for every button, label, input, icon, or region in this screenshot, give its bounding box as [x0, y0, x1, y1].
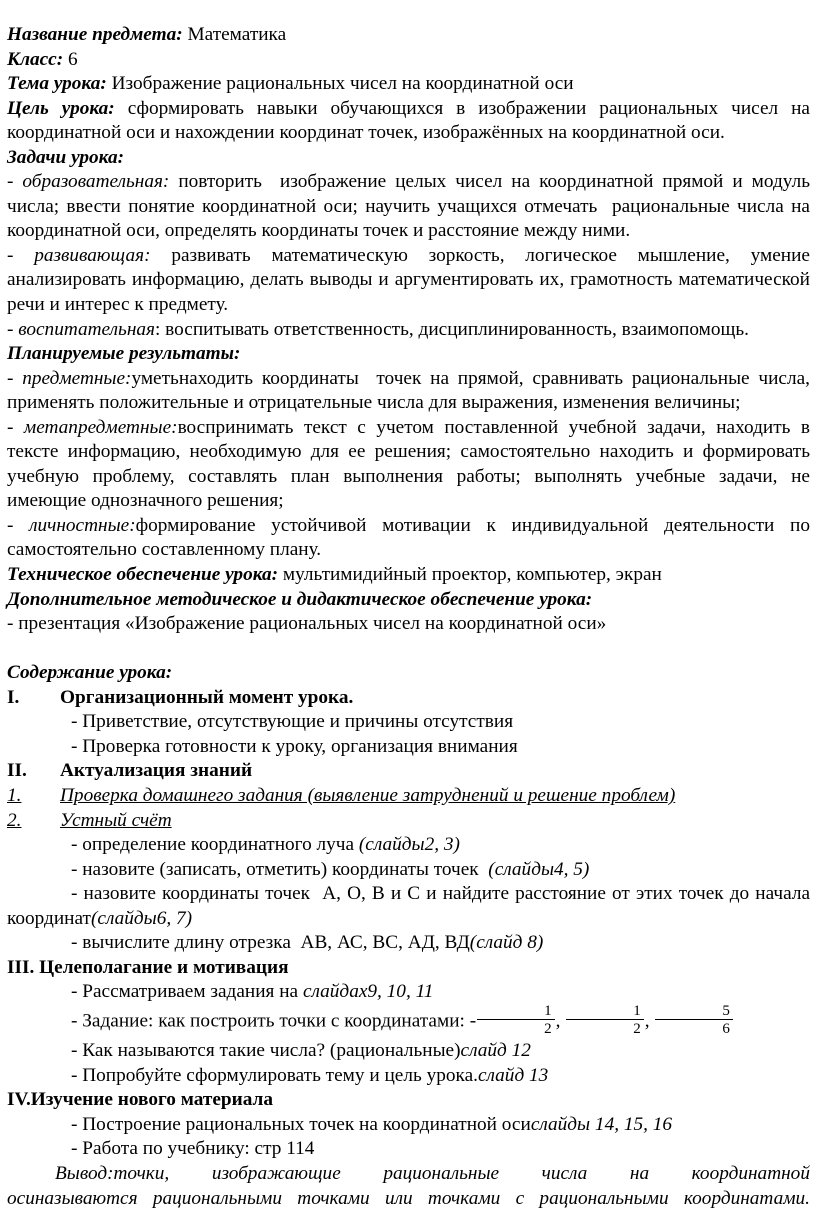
text-segment: (слайд 8): [469, 932, 544, 954]
text-segment: 6: [67, 48, 78, 70]
paragraph: [7, 244, 810, 318]
paragraph: [7, 1113, 810, 1138]
blank-line: [7, 637, 810, 662]
text-segment: Изображение рациональных чисел на координатной оси: [111, 73, 574, 95]
text-segment: - Рассматриваем задания на: [71, 981, 303, 1003]
text-segment: Цель урока:: [7, 97, 128, 119]
fraction-denominator: 6: [722, 1021, 730, 1038]
text-segment: - метапредметные:: [7, 416, 178, 438]
text-segment: осиназываются рациональными точками или точками с рациональными координатами.: [7, 1187, 810, 1209]
paragraph: [7, 1039, 810, 1064]
text-segment: Организационный момент урока.: [60, 686, 354, 708]
text-segment: Вывод:точки,: [55, 1162, 170, 1184]
text-segment: - Задание: как построить точки с координатами:: [71, 1010, 470, 1032]
text-segment: - образовательная:: [7, 171, 179, 193]
text-segment: (слайды2, 3): [358, 834, 460, 856]
text-segment: Техническое обеспечение урока:: [7, 564, 283, 586]
text-segment: III. Целеполагание и мотивация: [7, 956, 289, 978]
text-segment: - личностные:: [7, 514, 136, 536]
fraction: [655, 1003, 733, 1037]
paragraph: [7, 514, 810, 563]
paragraph: [7, 612, 810, 637]
list-item: [7, 759, 810, 784]
text-segment: рациональные: [383, 1162, 500, 1184]
paragraph: [7, 23, 810, 48]
text-segment: IV.Изучение нового материала: [7, 1089, 273, 1111]
paragraph: [7, 342, 810, 367]
text-segment: Устный счёт: [60, 809, 172, 831]
text-segment: ,: [555, 1010, 566, 1032]
text-segment: Актуализация знаний: [60, 760, 253, 782]
paragraph: [7, 882, 810, 931]
text-segment: воспринимать текст с учетом поставленной учебной задачи, находить в тексте информацию, необходимую для ее решения; самостоятельно находить и формировать учебную проблему, составлять план выполнения работы; выполнять учебные задачи, не имеющие однозначного решения;: [7, 416, 810, 512]
text-segment: координатной: [691, 1162, 810, 1184]
text-segment: изображающие: [211, 1162, 341, 1184]
text-segment: - развивающая:: [7, 244, 172, 266]
fraction-numerator: 1: [477, 1003, 555, 1020]
list-item: [7, 809, 810, 834]
text-segment: Дополнительное методическое и дидактическое обеспечение урока:: [7, 588, 593, 610]
paragraph: [7, 710, 810, 735]
text-segment: - назовите координаты точек А, О, В и С и найдите расстояние от этих точек до начала координат: [7, 883, 810, 929]
text-segment: Задачи урока:: [7, 146, 125, 168]
text-segment: - Попробуйте сформулировать тему и цель урока.: [71, 1064, 478, 1086]
paragraph: [7, 72, 810, 97]
text-segment: Тема урока:: [7, 73, 112, 95]
text-segment: сформировать навыки обучающихся в изображении рациональных чисел на координатной оси и нахождении координат точек, изображённых на координатной оси.: [7, 97, 810, 144]
list-number: 2.: [7, 809, 22, 831]
paragraph: [7, 97, 810, 146]
paragraph: [7, 1137, 810, 1162]
paragraph: [7, 1187, 810, 1212]
fraction-numerator: 1: [566, 1003, 644, 1020]
fraction: [566, 1003, 644, 1037]
text-segment: слайдах9, 10, 11: [302, 981, 434, 1003]
fraction: [477, 1003, 555, 1037]
text-segment: слайд 12: [460, 1040, 531, 1062]
paragraph: [7, 735, 810, 760]
paragraph: [7, 980, 810, 1005]
text-segment: - Приветствие, отсутствующие и причины отсутствия: [71, 711, 514, 733]
list-item-text: [60, 759, 810, 784]
list-item: [7, 784, 810, 809]
text-segment: Класс:: [7, 48, 68, 70]
text-segment: - вычислите длину отрезка АВ, АС, ВС, АД, ВД: [71, 932, 470, 954]
text-segment: - Как называются такие числа? (рациональные): [71, 1040, 461, 1062]
text-segment: развивать математическую зоркость, логическое мышление, умение анализировать информацию, делать выводы и аргументировать их, грамотность математической речи и интерес к предмету.: [7, 244, 810, 316]
text-segment: : воспитывать ответственность, дисциплинированность, взаимопомощь.: [155, 318, 749, 340]
paragraph: [7, 318, 810, 343]
paragraph: [7, 956, 810, 981]
text-segment: - воспитательная: [7, 318, 155, 340]
fraction-numerator: 5: [655, 1003, 733, 1020]
text-segment: ,: [644, 1010, 655, 1032]
list-item: [7, 686, 810, 711]
text-segment: (слайды4, 5): [488, 858, 590, 880]
text-segment: повторить изображение целых чисел на координатной прямой и модуль числа; ввести понятие координатной оси; научить учащихся отмечать рациональные числа на координатной оси, определять координаты точек и расстояние между ними.: [7, 171, 810, 242]
list-item-text: [60, 686, 810, 711]
document-body: [7, 23, 810, 1211]
text-segment: - Построение рациональных точек на координатной оси: [71, 1113, 531, 1135]
text-segment: Название предмета:: [7, 24, 188, 45]
text-segment: Проверка домашнего задания (выявление затруднений и решение проблем): [60, 784, 676, 806]
paragraph: [7, 416, 810, 514]
text-segment: -: [469, 1010, 477, 1032]
fraction-denominator: 2: [544, 1021, 552, 1038]
paragraph: [7, 833, 810, 858]
text-segment: Математика: [187, 24, 287, 45]
paragraph: [7, 1064, 810, 1089]
text-segment: слайды 14, 15, 16: [530, 1113, 673, 1135]
list-item-text: [60, 784, 810, 809]
text-segment: мультимидийный проектор, компьютер, экран: [282, 564, 662, 586]
paragraph: [7, 146, 810, 171]
text-segment: уметьнаходить координаты точек на прямой, сравнивать рациональные числа, применять положительные и отрицательные числа для выражения, изменения величины;: [7, 367, 810, 414]
paragraph: [7, 1002, 810, 1039]
text-segment: - предметные:: [7, 367, 132, 389]
paragraph: [7, 1162, 810, 1187]
text-segment: Содержание урока:: [7, 662, 173, 684]
paragraph: [7, 367, 810, 416]
text-segment: числа: [541, 1162, 588, 1184]
list-number: 1.: [7, 784, 22, 806]
paragraph: [7, 858, 810, 883]
paragraph: [7, 931, 810, 956]
text-segment: - презентация «Изображение рациональных чисел на координатной оси»: [7, 613, 607, 635]
paragraph: [7, 588, 810, 613]
text-segment: на: [629, 1162, 650, 1184]
text-segment: Планируемые результаты:: [7, 343, 241, 365]
text-segment: - Проверка готовности к уроку, организация внимания: [71, 735, 518, 757]
text-segment: слайд 13: [477, 1064, 549, 1086]
paragraph: [7, 563, 810, 588]
text-segment: - Работа по учебнику: стр 114: [71, 1138, 315, 1160]
text-segment: - назовите (записать, отметить) координаты точек: [71, 858, 489, 880]
text-segment: формирование устойчивой мотивации к индивидуальной деятельности по самостоятельно составленному плану.: [7, 514, 810, 561]
list-number: I.: [7, 686, 20, 708]
paragraph: [7, 48, 810, 73]
list-item-text: [60, 809, 810, 834]
fraction-denominator: 2: [633, 1021, 641, 1038]
text-segment: (слайды6, 7): [91, 907, 193, 929]
list-number: II.: [7, 760, 27, 782]
paragraph: [7, 1088, 810, 1113]
paragraph: [7, 661, 810, 686]
paragraph: [7, 170, 810, 244]
text-segment: - определение координатного луча: [71, 834, 359, 856]
